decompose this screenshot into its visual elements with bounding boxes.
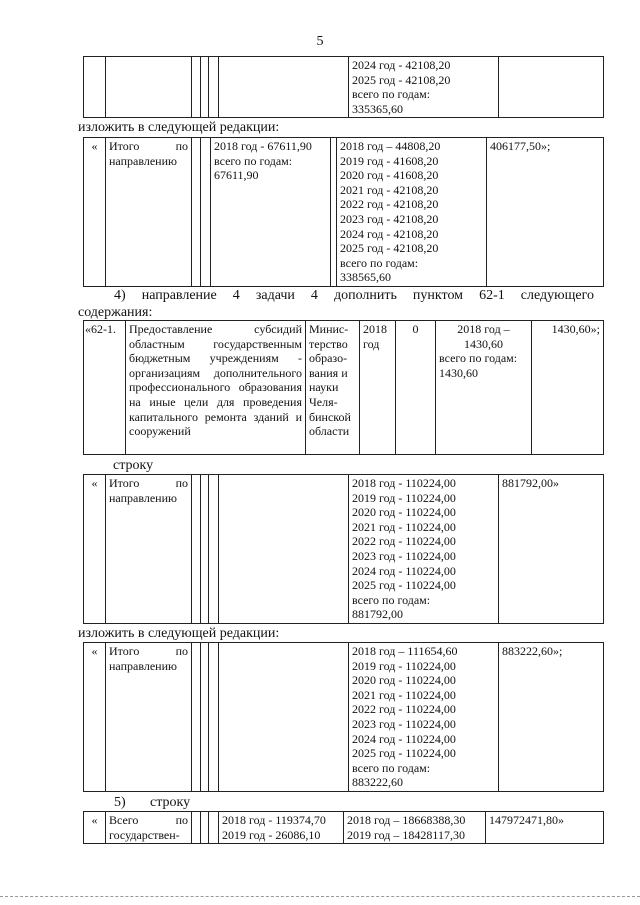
year-breakdown: 2018 год - 110224,00 2019 год - 110224,00 2020 год - 110224,00 2021 год - 110224,00 2022 год - 110224,00 2023 год - 110224,00 2024 год - 110224,00 2025 год - 110224,00 всего по годам: 881792,00 [349,475,499,624]
quote-mark: « [84,812,106,844]
result-value: 406177,50»; [487,138,604,287]
result-value: 1430,60»; [532,321,604,455]
result-value: 883222,60»; [499,643,604,792]
zero-value: 0 [396,321,436,455]
page-bottom-edge [0,896,640,897]
table-vsego [83,811,604,844]
item-number: «62-1. [84,321,126,455]
table-itogo-3 [83,642,604,792]
funding-breakdown: 2018 год – 1430,60 всего по годам: 1430,60 [436,321,532,455]
year-breakdown: 2018 год – 44808,20 2019 год - 41608,20 2020 год - 41608,20 2021 год - 42108,20 2022 год - 42108,20 2023 год - 42108,20 2024 год - 42108,20 2025 год - 42108,20 всего по годам: 338565,60 [337,138,487,287]
table-item-62-1 [83,320,604,455]
instruction-text: 4) направление 4 задачи 4 дополнить пунктом 62-1 следующего [114,288,594,303]
period-year: 2018 год [360,321,396,455]
row-label: Итого по направлению [106,138,192,287]
instruction-text: содержания: [78,305,153,320]
row-label: Итого по направлению [106,475,192,624]
page-number: 5 [316,34,324,49]
item-number: 5) [114,795,126,810]
row-label: Итого по направлению [106,643,192,792]
table-continued [83,56,604,118]
instruction-text: изложить в следующей редакции: [78,120,280,135]
instruction-text: изложить в следующей редакции: [78,626,280,641]
table-itogo-1 [83,137,604,287]
ministry: Минис- терство образо- вания и науки Челя- бинской области [306,321,360,455]
funding-column-b: 2018 год – 18668388,30 2019 год – 18428117,30 [344,812,486,844]
funding-column-a: 2018 год - 119374,70 2019 год - 26086,10 [219,812,344,844]
table-itogo-2 [83,474,604,624]
year-breakdown: 2018 год – 111654,60 2019 год - 110224,00 2020 год - 110224,00 2021 год - 110224,00 2022 год - 110224,00 2023 год - 110224,00 2024 год - 110224,00 2025 год - 110224,00 всего по годам: 883222,60 [349,643,499,792]
result-value: 147972471,80» [486,812,604,844]
quote-mark: « [84,475,106,624]
quote-mark: « [84,138,106,287]
result-value: 881792,00» [499,475,604,624]
funding-total: 2018 год - 67611,90 всего по годам: 67611,90 [211,138,331,287]
instruction-text: строку [113,458,154,473]
item-description: Предоставление субсидий областным государственным бюджетным учреждениям - организациям дополнительного профессионального образования на иные цели для проведения капитального ремонта зданий и сооружений [126,321,306,455]
year-breakdown: 2024 год - 42108,20 2025 год - 42108,20 всего по годам: 335365,60 [349,57,499,118]
quote-mark: « [84,643,106,792]
instruction-text: строку [150,795,191,810]
row-label: Всего по государствен- [106,812,192,844]
